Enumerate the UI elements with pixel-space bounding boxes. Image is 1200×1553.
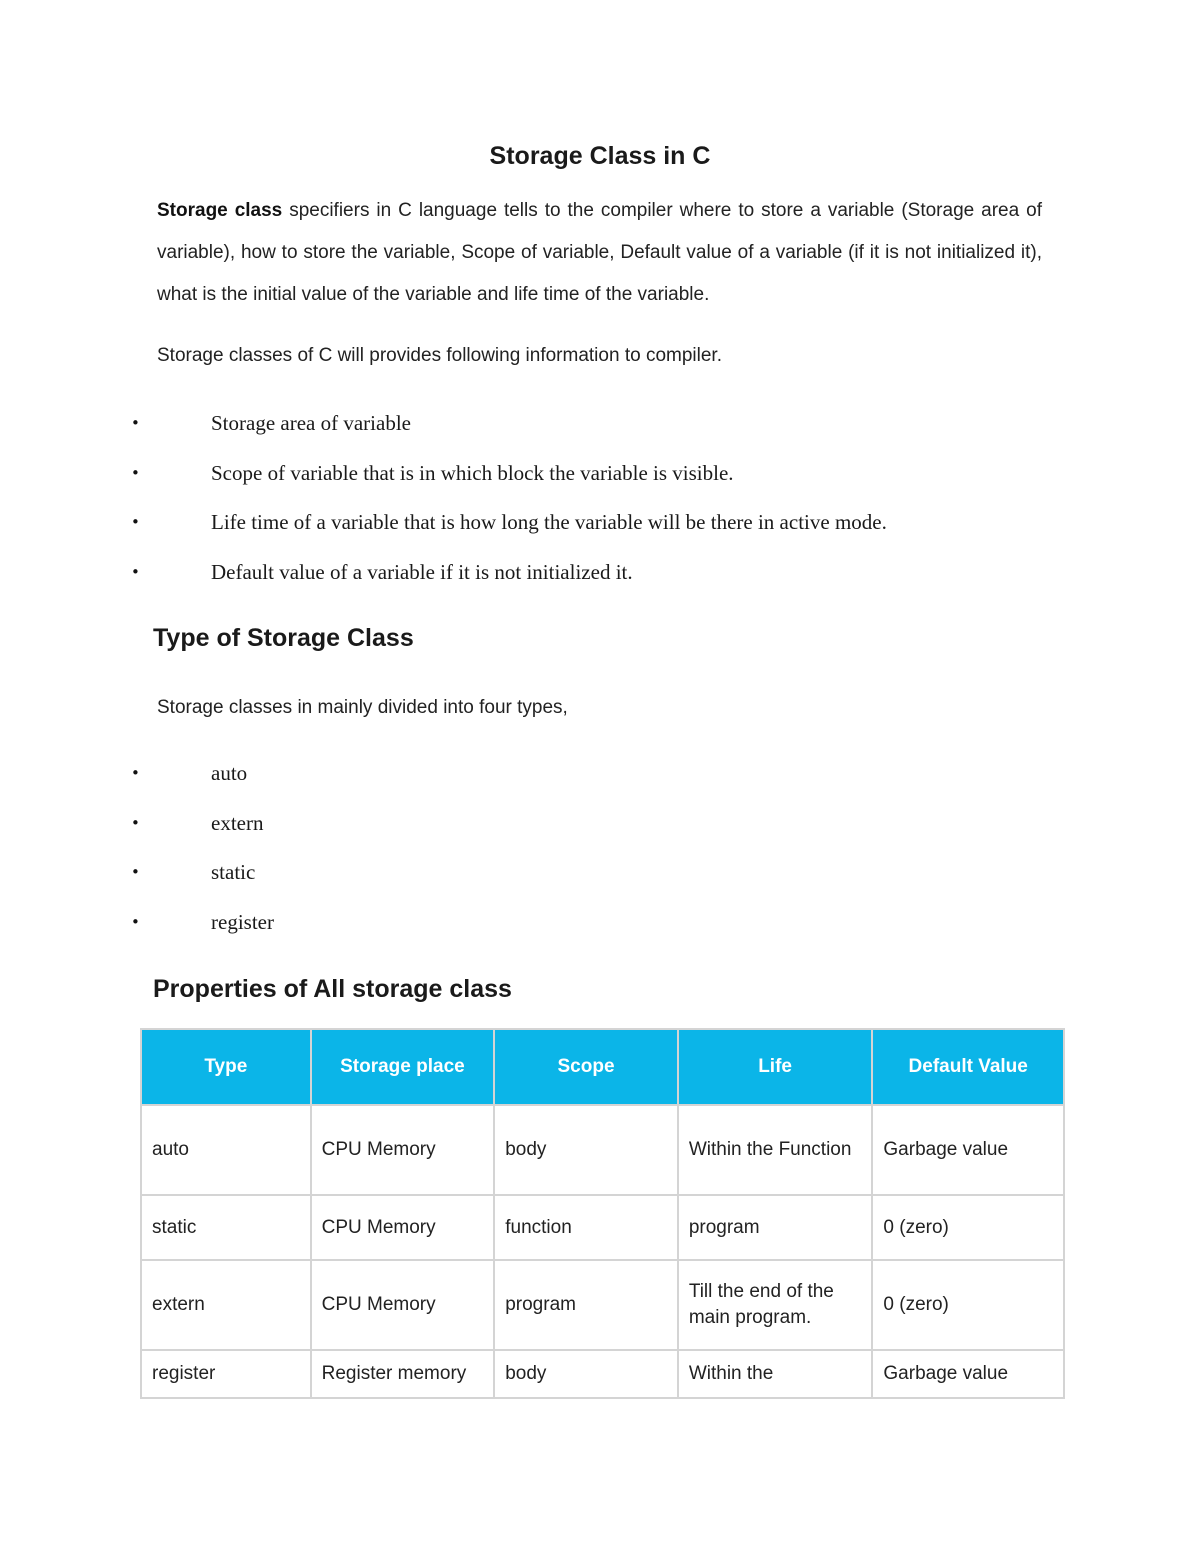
header-default-value: Default Value <box>872 1029 1064 1105</box>
table-row <box>141 1350 1064 1398</box>
table-row <box>141 1260 1064 1350</box>
bullet-icon: • <box>131 513 140 531</box>
types-intro: Storage classes in mainly divided into four types, <box>157 697 568 718</box>
header-storage-place: Storage place <box>311 1029 495 1105</box>
table-cell: Till the end of the main program. <box>678 1260 873 1350</box>
types-heading: Type of Storage Class <box>153 624 414 652</box>
list-item-text: static <box>211 860 256 884</box>
table-cell: Garbage value <box>872 1105 1064 1195</box>
list-item-text: Life time of a variable that is how long the variable will be there in active mode. <box>211 510 887 534</box>
bullet-icon: • <box>131 863 140 881</box>
table-cell: program <box>678 1195 873 1260</box>
bullet-icon: • <box>131 912 140 931</box>
header-type: Type <box>141 1029 311 1105</box>
bullet-icon: • <box>131 764 140 782</box>
table-cell: register <box>141 1350 311 1398</box>
table-cell: function <box>494 1195 678 1260</box>
table-cell: Garbage value <box>872 1350 1064 1398</box>
properties-table <box>140 1028 1065 1399</box>
bullet-icon: • <box>131 414 140 432</box>
intro-text: specifiers in C language tells to the compiler where to store a variable (Storage area of variable), how to store the variable, Scope of variable, Default value of a variable (if it is not initialized it), what is the initial value of the variable and life time of the variable. <box>157 200 1042 305</box>
intro-bold-term: Storage class <box>157 200 283 221</box>
table-cell: Within the <box>678 1350 873 1398</box>
list-item-text: Storage area of variable <box>211 411 411 435</box>
list-item-text: Scope of variable that is in which block the variable is visible. <box>211 460 734 485</box>
table-cell: CPU Memory <box>311 1105 495 1195</box>
bullet-icon: • <box>131 813 140 832</box>
table-cell: Within the Function <box>678 1105 873 1195</box>
table-cell: body <box>494 1350 678 1398</box>
table-row <box>141 1105 1064 1195</box>
list-item-text: auto <box>211 761 248 785</box>
bullet-icon: • <box>131 562 140 581</box>
table-header-row <box>141 1029 1064 1105</box>
intro-paragraph <box>157 190 1042 316</box>
table-cell: 0 (zero) <box>872 1195 1064 1260</box>
table-cell: static <box>141 1195 311 1260</box>
header-scope: Scope <box>494 1029 678 1105</box>
list-item-text: Default value of a variable if it is not initialized it. <box>211 559 633 584</box>
table-cell: auto <box>141 1105 311 1195</box>
table-cell: Register memory <box>311 1350 495 1398</box>
header-life: Life <box>678 1029 873 1105</box>
page-title: Storage Class in C <box>489 142 711 170</box>
list-item-text: extern <box>211 810 264 835</box>
table-cell: CPU Memory <box>311 1195 495 1260</box>
table-cell: program <box>494 1260 678 1350</box>
properties-heading: Properties of All storage class <box>153 975 512 1003</box>
list-item-text: register <box>211 909 274 934</box>
table-cell: 0 (zero) <box>872 1260 1064 1350</box>
table-row <box>141 1195 1064 1260</box>
bullet-icon: • <box>131 463 140 482</box>
info-intro: Storage classes of C will provides following information to compiler. <box>157 345 722 366</box>
table-cell: extern <box>141 1260 311 1350</box>
table-cell: body <box>494 1105 678 1195</box>
table-cell: CPU Memory <box>311 1260 495 1350</box>
